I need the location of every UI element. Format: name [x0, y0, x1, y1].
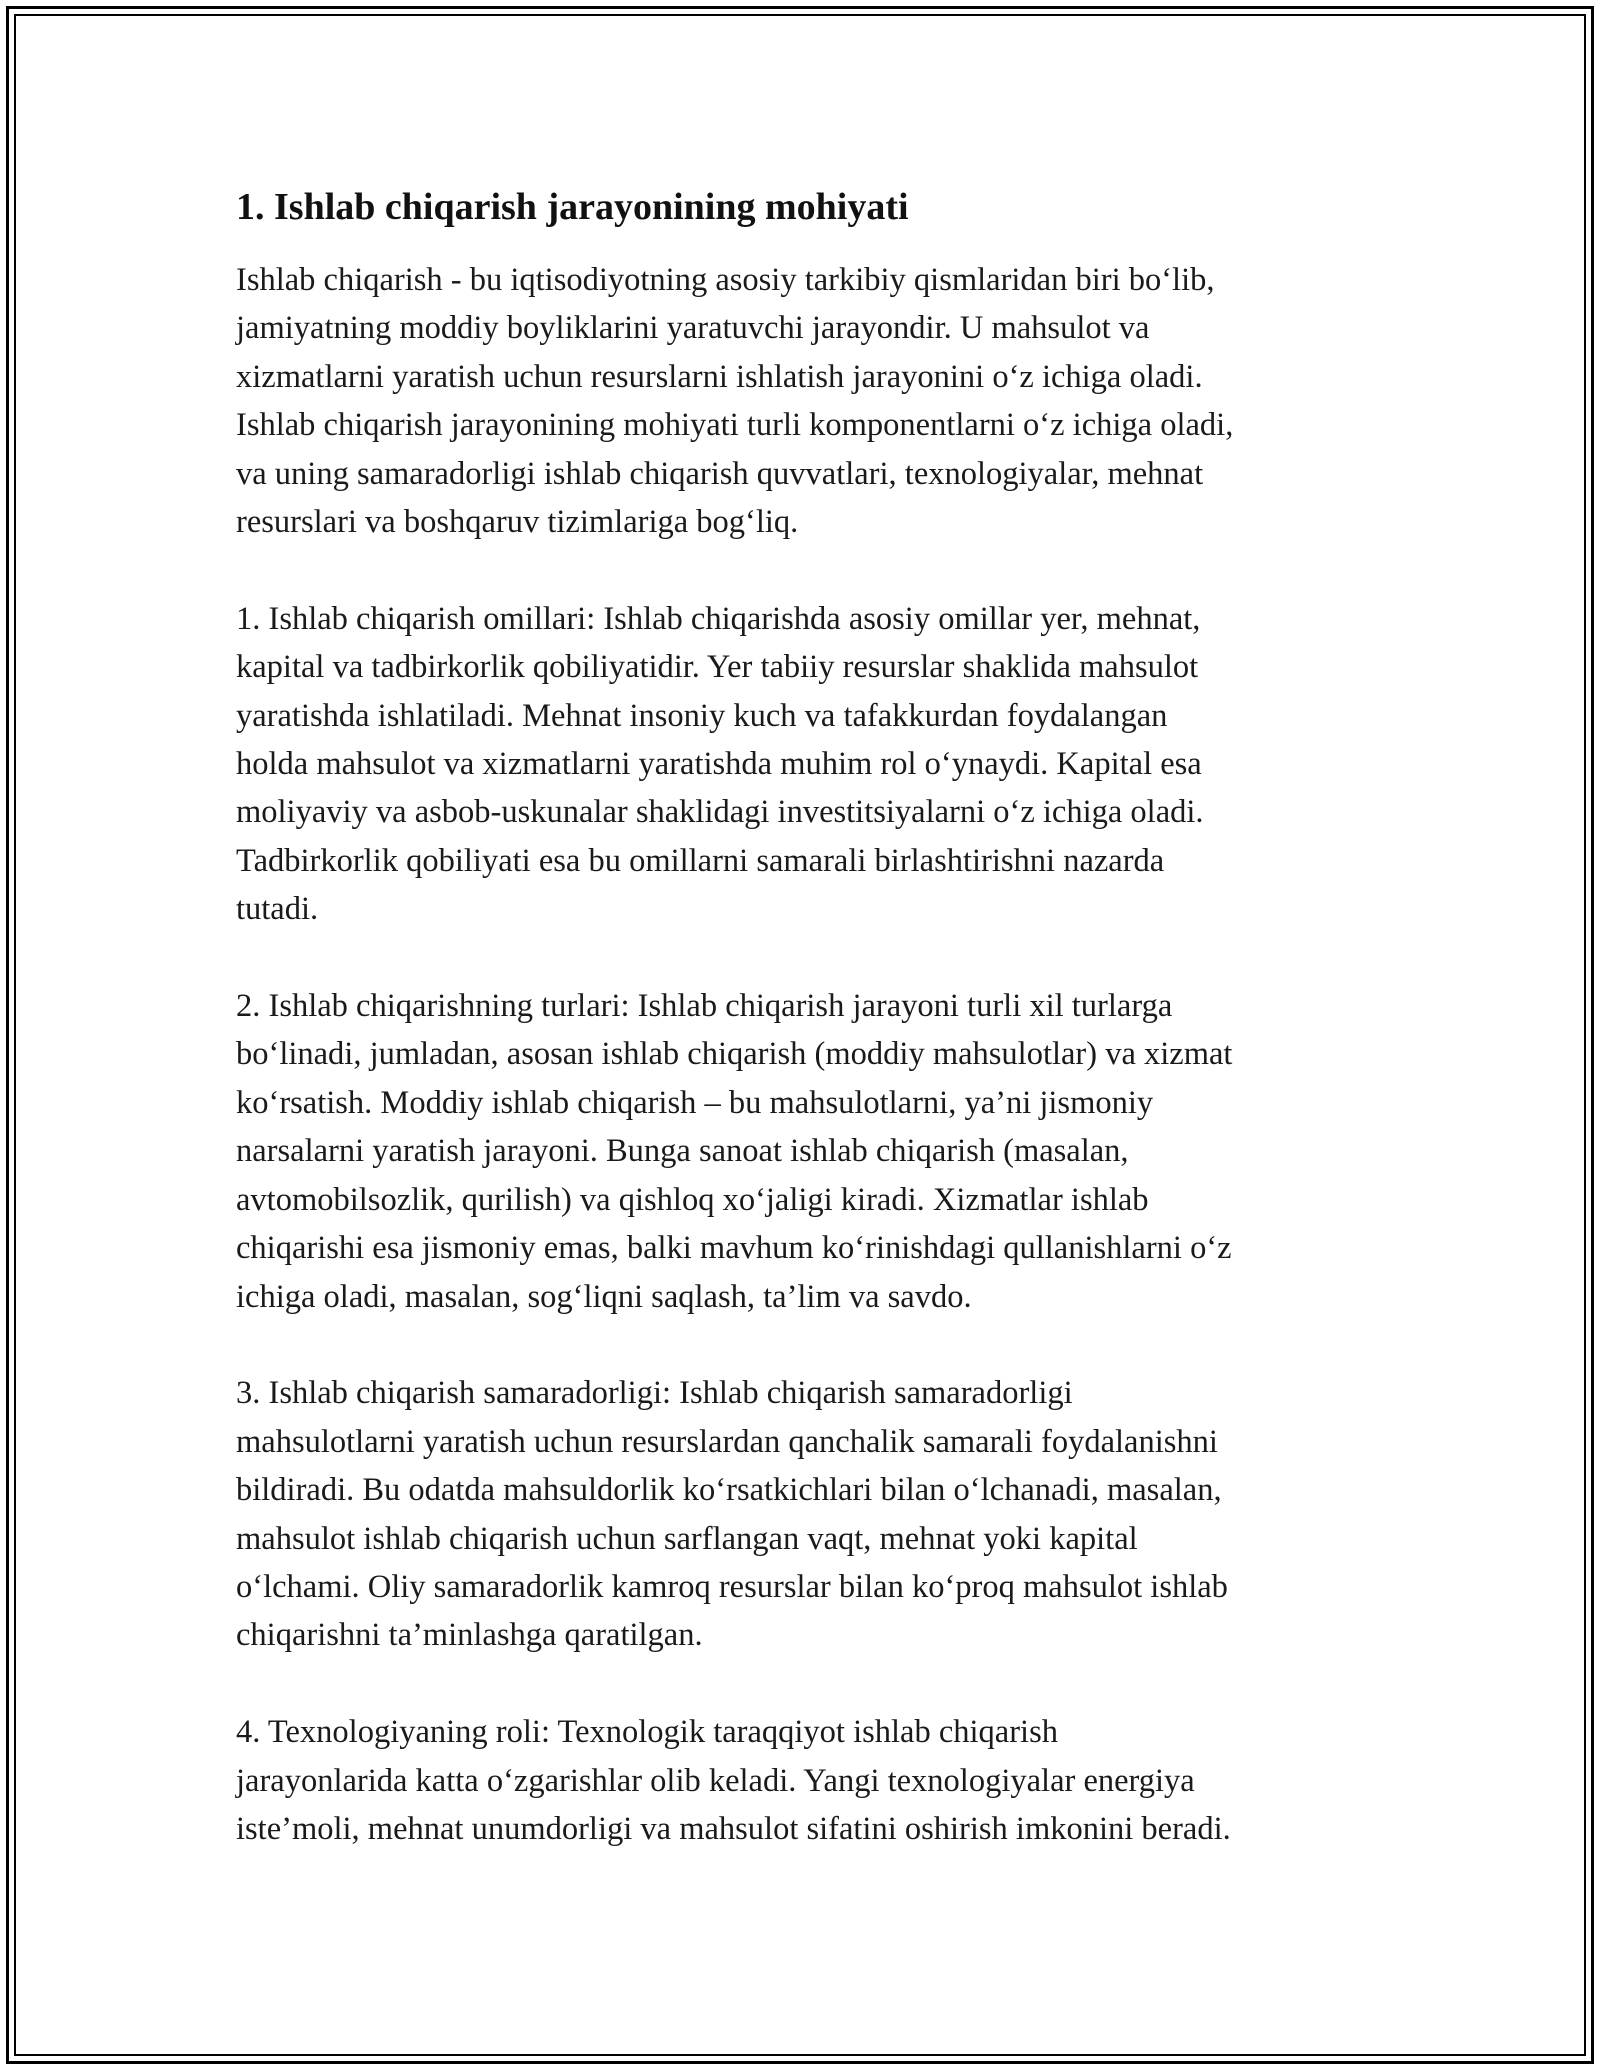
paragraph-production-types: 2. Ishlab chiqarishning turlari: Ishlab chiqarish jarayoni turli xil turlarga bo‘linadi, jumladan, asosan ishlab chiqarish (moddiy mahsulotlar) va xizmat ko‘rsatish. Moddiy ishlab chiqarish – bu mahsulotlarni, ya’ni jismoniy narsalarni yaratish jarayoni. Bunga sanoat ishlab chiqarish (masalan, avtomobilsozlik, qurilish) va qishloq xo‘jaligi kiradi. Xizmatlar ishlab chiqarishi esa jismoniy emas, balki mavhum ko‘rinishdagi qullanishlarni o‘z ichiga oladi, masalan, sog‘liqni saqlash, ta’lim va savdo.: [236, 988, 1233, 1315]
section-heading: 1. Ishlab chiqarish jarayonining mohiyati: [236, 186, 909, 228]
paragraph-production-efficiency: 3. Ishlab chiqarish samaradorligi: Ishlab chiqarish samaradorligi mahsulotlarni yaratish uchun resurslardan qanchalik samarali foydalanishni bildiradi. Bu odatda mahsuldorlik ko‘rsatkichlari bilan o‘lchanadi, masalan, mahsulot ishlab chiqarish uchun sarflangan vaqt, mehnat yoki kapital o‘lchami. Oliy samaradorlik kamroq resurslar bilan ko‘proq mahsulot ishlab chiqarishni ta’minlashga qaratilgan.: [236, 1375, 1228, 1654]
paragraph-technology-role: 4. Texnologiyaning roli: Texnologik taraqqiyot ishlab chiqarish jarayonlarida katta o‘zgarishlar olib keladi. Yangi texnologiyalar energiya iste’moli, mehnat unumdorligi va mahsulot sifatini oshirish imkonini beradi.: [236, 1714, 1231, 1847]
paragraph-intro: Ishlab chiqarish - bu iqtisodiyotning asosiy tarkibiy qismlaridan biri bo‘lib, jamiyatning moddiy boyliklarini yaratuvchi jarayondir. U mahsulot va xizmatlarni yaratish uchun resurslarni ishlatish jarayonini o‘z ichiga oladi. Ishlab chiqarish jarayonining mohiyati turli komponentlarni o‘z ichiga oladi, va uning samaradorligi ishlab chiqarish quvvatlari, texnologiyalar, mehnat resurslari va boshqaruv tizimlariga bog‘liq.: [236, 262, 1234, 541]
paragraph-production-factors: 1. Ishlab chiqarish omillari: Ishlab chiqarishda asosiy omillar yer, mehnat, kapital va tadbirkorlik qobiliyatidir. Yer tabiiy resurslar shaklida mahsulot yaratishda ishlatiladi. Mehnat insoniy kuch va tafakkurdan foydalangan holda mahsulot va xizmatlarni yaratishda muhim rol o‘ynaydi. Kapital esa moliyaviy va asbob-uskunalar shaklidagi investitsiyalarni o‘z ichiga oladi. Tadbirkorlik qobiliyati esa bu omillarni samarali birlashtirishni nazarda tutadi.: [236, 600, 1204, 928]
document-body: [236, 184, 1386, 1853]
